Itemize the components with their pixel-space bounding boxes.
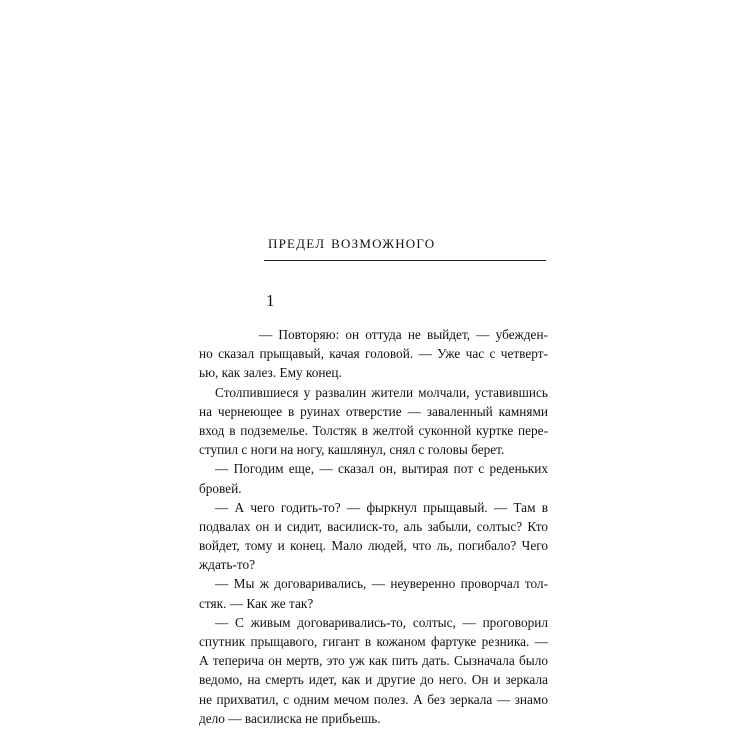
text-line: стяк. — Как же так? bbox=[199, 595, 314, 611]
text-line: войдет, тому и конец. Мало людей, что ль, погибало? Чего bbox=[199, 538, 548, 554]
text-line: на чернеющее в руинах отверстие — заваленный камнями bbox=[199, 403, 548, 419]
chapter-title: предел возможного bbox=[268, 232, 436, 253]
text-line: — А чего годить-то? — фыркнул прыщавый. — Там в bbox=[215, 499, 548, 515]
text-line: — Погодим еще, — сказал он, вытирая пот с реденьких bbox=[215, 461, 548, 477]
text-line: дело — василиска не прибьешь. bbox=[199, 710, 381, 726]
text-line: подвалах он и сидит, василиск-то, аль забыли, солтыс? Кто bbox=[199, 518, 548, 534]
title-rule bbox=[264, 260, 546, 261]
section-number: 1 bbox=[266, 291, 275, 310]
text-line: Столпившиеся у развалин жители молчали, уставившись bbox=[215, 384, 548, 400]
text-line: но сказал прыщавый, качая головой. — Уже час с четверт- bbox=[199, 346, 548, 362]
text-line: — Мы ж договаривались, — неуверенно проворчал тол- bbox=[215, 576, 548, 592]
text-line: ведомо, на смерть идет, как и другие до него. Он и зеркала bbox=[199, 672, 548, 688]
text-line: А теперича он мертв, это уж как пить дать. Сызначала было bbox=[199, 653, 548, 669]
text-line: — Повторяю: он оттуда не выйдет, — убежден- bbox=[259, 327, 548, 342]
text-line: спутник прыщавого, гигант в кожаном фартуке резника. — bbox=[199, 634, 548, 649]
text-line: не прихватил, с одним мечом полез. А без зеркала — знамо bbox=[199, 691, 548, 707]
text-line: ждать-то? bbox=[199, 557, 255, 573]
text-line: вход в подземелье. Толстяк в желтой суконной куртке пере- bbox=[199, 422, 548, 438]
text-line: бровей. bbox=[199, 480, 242, 496]
text-line: ью, как залез. Ему конец. bbox=[199, 365, 342, 381]
text-line: ступил с ноги на ногу, кашлянул, снял с головы берет. bbox=[199, 442, 505, 458]
text-line: — С живым договаривались-то, солтыс, — проговорил bbox=[215, 614, 548, 630]
body-text bbox=[199, 325, 548, 728]
